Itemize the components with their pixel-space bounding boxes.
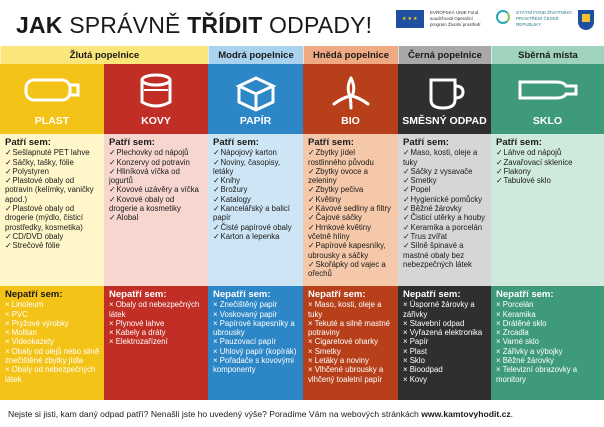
- notbelong-heading: Nepatří sem:: [496, 289, 554, 300]
- coat-of-arms-icon: [578, 10, 594, 30]
- belong-item: ✓ Zbytky ovoce a zeleniny: [308, 167, 394, 186]
- band-bio: [303, 64, 398, 134]
- plastic-bottle-icon: [22, 72, 82, 110]
- notbelong-item: × Tekuté a silně mastné potraviny: [308, 319, 394, 338]
- belong-item: ✓ Flakony: [496, 167, 600, 176]
- paper-box-icon: [233, 72, 279, 112]
- notbelong-item: × Cigaretové oharky: [308, 337, 394, 346]
- notbelong-item: × Varné sklo: [496, 337, 600, 346]
- notbelong-item: × Obaly od nebezpečných látek: [109, 300, 204, 319]
- notbelong-list-sklo: [491, 286, 604, 400]
- column-name-brown: Hnědá popelnice: [303, 46, 398, 64]
- notbelong-item: × Letáky a noviny: [308, 356, 394, 365]
- belong-item: ✓ Květiny: [308, 195, 394, 204]
- notbelong-heading: Nepatří sem:: [213, 289, 271, 300]
- band-label-smesny: SMĚSNÝ ODPAD: [402, 115, 487, 127]
- band-label-bio: BIO: [341, 115, 360, 127]
- eu-logo-text: EVROPSKÁ UNIE Fond soudržnosti Operační program Životní prostředí: [430, 10, 481, 27]
- notbelong-item: × Smetky: [308, 347, 394, 356]
- notbelong-item: × Pryžové výrobky: [5, 319, 100, 328]
- notbelong-item: × Papír: [403, 337, 487, 346]
- belong-item: ✓ Plastové obaly od potravin (kelímky, vaničky apod.): [5, 176, 100, 204]
- belong-item: ✓ Kovové obaly od drogerie a kosmetiky: [109, 195, 204, 214]
- belong-item: ✓ Maso, kosti, oleje a tuky: [403, 148, 487, 167]
- bin-columns: [0, 46, 604, 400]
- belong-item: ✓ Popel: [403, 185, 487, 194]
- belong-item: ✓ Silně špinavé a mastné obaly bez nebezpečných látek: [403, 241, 487, 269]
- belong-item: ✓ Kovové uzávěry a víčka: [109, 185, 204, 194]
- belong-item: ✓ Strečové fólie: [5, 241, 100, 250]
- belong-item: ✓ Brožury: [213, 185, 299, 194]
- column-blue: [208, 46, 303, 400]
- belong-row-yellow: [0, 134, 208, 286]
- belong-heading: Patří sem:: [403, 137, 449, 148]
- notbelong-item: × Obaly od nebezpečných látek: [5, 365, 100, 384]
- belong-item: ✓ Sáčky, tašky, fólie: [5, 158, 100, 167]
- belong-list-smesny: [398, 134, 491, 286]
- band-smesny: [398, 64, 491, 134]
- footer-period: .: [510, 408, 514, 419]
- belong-item: ✓ Tabulové sklo: [496, 176, 600, 185]
- band-label-plast: PLAST: [34, 115, 70, 127]
- column-name-blue: Modrá popelnice: [208, 46, 303, 64]
- notbelong-item: × Molitan: [5, 328, 100, 337]
- belong-heading: Patří sem:: [5, 137, 51, 148]
- sponsor-logos: [396, 10, 594, 30]
- title-word-1: JAK: [16, 12, 63, 38]
- belong-list-papir: [208, 134, 303, 286]
- notbelong-row-yellow: [0, 286, 208, 400]
- column-name-green: Sběrná místa: [491, 46, 604, 64]
- sfzp-logo-icon: [496, 10, 510, 24]
- notbelong-item: × Sklo: [403, 356, 487, 365]
- belong-item: ✓ Kávové sedliny a filtry: [308, 204, 394, 213]
- banana-peel-icon: [328, 72, 374, 112]
- belong-item: ✓ Hliníková víčka od jogurtů: [109, 167, 204, 186]
- belong-item: ✓ CD/DVD obaly: [5, 232, 100, 241]
- column-black: [398, 46, 491, 400]
- band-plast: [0, 64, 104, 134]
- eu-flag-icon: [396, 10, 424, 28]
- title-word-3: TŘÍDIT: [187, 12, 263, 38]
- notbelong-item: × Televizní obrazovky a monitory: [496, 365, 600, 384]
- band-kovy: [104, 64, 208, 134]
- belong-item: ✓ Zbytky jídel rostlinného původu: [308, 148, 394, 167]
- belong-item: ✓ Hrnkové květiny včetně hlíny: [308, 223, 394, 242]
- band-papir: [208, 64, 303, 134]
- belong-item: ✓ Zavařovací sklenice: [496, 158, 600, 167]
- belong-item: ✓ Alobal: [109, 213, 204, 222]
- belong-item: ✓ Zbytky pečiva: [308, 185, 394, 194]
- belong-item: ✓ Čisté papírové obaly: [213, 223, 299, 232]
- belong-item: ✓ Papírové kapesníky, ubrousky a sáčky: [308, 241, 394, 260]
- footer-text: Nejste si jisti, kam daný odpad patří? Nenašli jste ho uvedený výše? Poradíme Vám na webových stránkách: [8, 408, 419, 419]
- glass-bottle-icon: [516, 72, 580, 108]
- belong-item: ✓ Kancelářský a balicí papír: [213, 204, 299, 223]
- notbelong-item: × Kabely a dráty: [109, 328, 204, 337]
- notbelong-item: × Elektrozařízení: [109, 337, 204, 346]
- belong-item: ✓ Hygienické pomůcky: [403, 195, 487, 204]
- title-word-2: SPRÁVNĚ: [69, 12, 181, 38]
- band-label-papir: PAPÍR: [239, 115, 272, 127]
- belong-list-plast: [0, 134, 104, 286]
- notbelong-item: × PVC: [5, 310, 100, 319]
- column-green: [491, 46, 604, 400]
- cup-icon: [423, 72, 467, 112]
- column-name-black: Černá popelnice: [398, 46, 491, 64]
- website-link[interactable]: www.kamtovyhodit.cz: [421, 408, 511, 419]
- band-label-sklo: SKLO: [532, 115, 563, 127]
- band-label-kovy: KOVY: [141, 115, 171, 127]
- belong-item: ✓ Smetky: [403, 176, 487, 185]
- belong-item: ✓ Konzervy od potravin: [109, 158, 204, 167]
- notbelong-item: × Běžné žárovky: [496, 356, 600, 365]
- belong-item: ✓ Čisticí utěrky a houby: [403, 213, 487, 222]
- notbelong-item: × Obaly od olejů nebo silně znečištěné zbytky jídla: [5, 347, 100, 366]
- belong-item: ✓ Sáčky z vysavače: [403, 167, 487, 176]
- belong-item: ✓ Katalogy: [213, 195, 299, 204]
- notbelong-heading: Nepatří sem:: [403, 289, 461, 300]
- belong-item: ✓ Plastové obaly od drogerie (mýdlo, čisticí prostředky, kosmetika): [5, 204, 100, 232]
- notbelong-item: × Pořadače s kovovými komponenty: [213, 356, 299, 375]
- notbelong-item: × Maso, kosti, oleje a tuky: [308, 300, 394, 319]
- notbelong-item: × Stavební odpad: [403, 319, 487, 328]
- notbelong-item: × Zářivky a výbojky: [496, 347, 600, 356]
- notbelong-item: × Videokazety: [5, 337, 100, 346]
- belong-heading: Patří sem:: [213, 137, 259, 148]
- column-yellow: [0, 46, 208, 400]
- notbelong-item: × Keramika: [496, 310, 600, 319]
- footer: [0, 400, 604, 427]
- notbelong-item: × Úsporné žárovky a zářivky: [403, 300, 487, 319]
- notbelong-item: × Znečištěný papír: [213, 300, 299, 309]
- notbelong-list-bio: [303, 286, 398, 400]
- notbelong-heading: Nepatří sem:: [308, 289, 366, 300]
- column-brown: [303, 46, 398, 400]
- notbelong-item: × Papírové kapesníky a ubrousky: [213, 319, 299, 338]
- notbelong-list-papir: [208, 286, 303, 400]
- belong-item: ✓ Trus zvířat: [403, 232, 487, 241]
- belong-item: ✓ Knihy: [213, 176, 299, 185]
- notbelong-item: × Linoleum: [5, 300, 100, 309]
- notbelong-item: × Voskovaný papír: [213, 310, 299, 319]
- belong-heading: Patří sem:: [109, 137, 155, 148]
- belong-item: ✓ Skořápky od vajec a ořechů: [308, 260, 394, 279]
- belong-list-bio: [303, 134, 398, 286]
- band-sklo: [491, 64, 604, 134]
- title-word-4: ODPADY!: [269, 12, 373, 38]
- belong-item: ✓ Plechovky od nápojů: [109, 148, 204, 157]
- belong-list-kovy: [104, 134, 208, 286]
- belong-item: ✓ Nápojový karton: [213, 148, 299, 157]
- band-yellow: [0, 64, 208, 134]
- notbelong-item: × Vlhčené ubrousky a vlhčený toaletní papír: [308, 365, 394, 384]
- belong-item: ✓ Keramika a porcelán: [403, 223, 487, 232]
- belong-item: ✓ Polystyren: [5, 167, 100, 176]
- notbelong-item: × Zrcadla: [496, 328, 600, 337]
- belong-heading: Patří sem:: [496, 137, 542, 148]
- column-name-yellow: Žlutá popelnice: [0, 46, 208, 64]
- notbelong-item: × Bioodpad: [403, 365, 487, 374]
- belong-heading: Patří sem:: [308, 137, 354, 148]
- notbelong-item: × Porcelán: [496, 300, 600, 309]
- notbelong-list-plast: [0, 286, 104, 400]
- notbelong-heading: Nepatří sem:: [5, 289, 63, 300]
- sfzp-logo-text: STÁTNÍ FOND ŽIVOTNÍHO PROSTŘEDÍ ČESKÉ REPUBLIKY: [516, 10, 572, 27]
- notbelong-item: × Plynové lahve: [109, 319, 204, 328]
- belong-item: ✓ Noviny, časopisy, letáky: [213, 158, 299, 177]
- notbelong-item: × Kovy: [403, 375, 487, 384]
- notbelong-item: × Drátěné sklo: [496, 319, 600, 328]
- notbelong-heading: Nepatří sem:: [109, 289, 167, 300]
- notbelong-item: × Pauzovací papír: [213, 337, 299, 346]
- belong-item: ✓ Sešlapnuté PET lahve: [5, 148, 100, 157]
- notbelong-list-kovy: [104, 286, 208, 400]
- belong-list-sklo: [491, 134, 604, 286]
- page-title: [16, 12, 372, 39]
- belong-item: ✓ Karton a lepenka: [213, 232, 299, 241]
- header: [0, 0, 604, 46]
- notbelong-item: × Uhlový papír (kopírák): [213, 347, 299, 356]
- belong-item: ✓ Čajové sáčky: [308, 213, 394, 222]
- notbelong-list-smesny: [398, 286, 491, 400]
- notbelong-item: × Plast: [403, 347, 487, 356]
- belong-item: ✓ Běžné žárovky: [403, 204, 487, 213]
- belong-item: ✓ Láhve od nápojů: [496, 148, 600, 157]
- notbelong-item: × Vyřazená elektronika: [403, 328, 487, 337]
- metal-can-icon: [136, 72, 176, 112]
